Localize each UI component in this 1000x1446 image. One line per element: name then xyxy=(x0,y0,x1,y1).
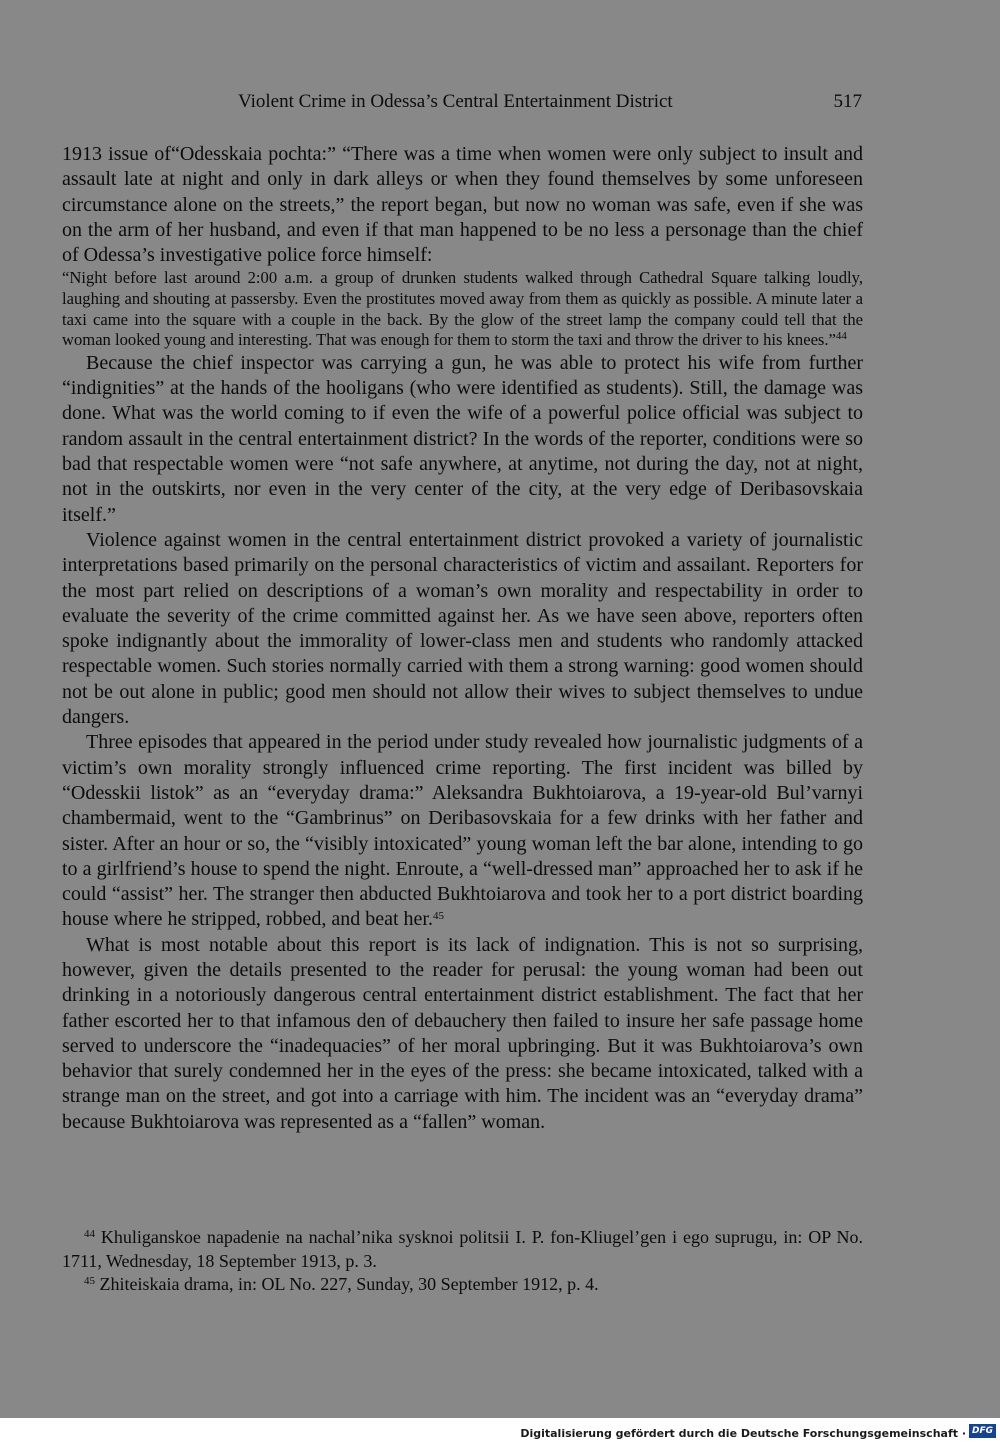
footnote-45 xyxy=(62,1273,863,1297)
footnotes xyxy=(62,1226,863,1297)
running-title: Violent Crime in Odessa’s Central Entertainment District xyxy=(238,91,673,112)
paragraph-4-text: Three episodes that appeared in the period under study revealed how journalistic judgments of a victim’s own morality strongly influenced crime reporting. The first incident was billed by “Odesskii listok” as an “everyday drama:” Aleksandra Bukhtoiarova, a 19-year-old Bul’varnyi chambermaid, went to the “Gambrinus” on Deribasovskaia for a few drinks with her father and sister. After an hour or so, the “visibly intoxicated” young woman left the bar alone, intending to go to a girlfriend’s house to spend the night. Enroute, a “well-dressed man” approached her to ask if he could “assist” her. The stranger then abducted Bukhtoiarova and took her to a port district boarding house where he stripped, robbed, and beat her. xyxy=(62,731,863,931)
paragraph-4 xyxy=(62,730,863,932)
body-text xyxy=(62,142,863,1135)
paragraph-5: What is most notable about this report is its lack of indignation. This is not so surprising, however, given the details presented to the reader for perusal: the young woman had been out drinking in a notoriously dangerous central entertainment district establishment. The fact that her father escorted her to that infamous den of debauchery then failed to insure her safe passage home served to underscore the “inadequacies” of her moral upbringing. But it was Bukhtoiarova’s own behavior that surely condemned her in the eyes of the press: she became intoxicated, talked with a strange man on the street, and got into a carriage with him. The incident was an “everyday drama” because Bukhtoiarova was represented as a “fallen” woman. xyxy=(62,933,863,1133)
footnote-ref-45: 45 xyxy=(433,910,444,923)
digitization-credit: Digitalisierung gefördert durch die Deutsche Forschungsgemeinschaft xyxy=(520,1427,958,1440)
footnote-text: Zhiteiskaia drama, in: OL No. 227, Sunday, 30 September 1912, p. 4. xyxy=(99,1274,599,1294)
footnote-ref-44: 44 xyxy=(835,330,847,343)
credit-separator: · xyxy=(961,1427,966,1440)
block-quote xyxy=(62,268,863,350)
paragraph-2: Because the chief inspector was carrying a gun, he was able to protect his wife from further “indignities” at the hands of the hooligans (who were identified as students). Still, the damage was done. What was the world coming to if even the wife of a powerful police official was subject to random assault in the central entertainment district? In the words of the reporter, conditions were so bad that respectable women were “not safe anywhere, at anytime, not during the day, not at night, not in the outskirts, nor even in the very center of the city, at the very edge of Deribasovskaia itself.” xyxy=(62,351,863,526)
dfg-logo-icon: DFG xyxy=(969,1424,996,1438)
footnote-number: 45 xyxy=(84,1275,95,1287)
running-head xyxy=(62,91,862,115)
paragraph-continued: 1913 issue of“Odesskaia pochta:” “There was a time when women were only subject to insult and assault late at night and only in dark alleys or when they found themselves by some unforeseen circumstance alone on the streets,” the report began, but now no woman was safe, even if she was on the arm of her husband, and even if that man happened to be no less a personage than the chief of Odessa’s investigative police force himself: xyxy=(62,143,863,267)
page-number: 517 xyxy=(833,91,862,112)
footnote-text: Khuliganskoe napadenie na nachal’nika sysknoi politsii I. P. fon-Kliugel’gen i ego suprugu, in: OP No. 1711, Wednesday, 18 September 1913, p. 3. xyxy=(62,1227,863,1271)
footnote-number: 44 xyxy=(84,1228,95,1240)
paragraph-3: Violence against women in the central entertainment district provoked a variety of journalistic interpretations based primarily on the personal characteristics of victim and assailant. Reporters for the most part relied on descriptions of a woman’s own morality and respectability in order to evaluate the severity of the crime committed against her. As we have seen above, reporters often spoke indignantly about the immorality of lower-class men and students who randomly attacked respectable women. Such stories normally carried with them a strong warning: good women should not be out alone in public; good men should not allow their wives to subject themselves to undue dangers. xyxy=(62,528,863,729)
block-quote-text: “Night before last around 2:00 a.m. a group of drunken students walked through Cathedral Square talking loudly, laughing and shouting at passersby. Even the prostitutes moved away from them as quickly as possible. A minute later a taxi came into the square with a couple in the back. By the glow of the street lamp the company could tell that the woman looked young and interesting. That was enough for them to storm the taxi and throw the driver to his knees.” xyxy=(62,268,863,350)
footnote-44 xyxy=(62,1226,863,1273)
digitization-credit-bar xyxy=(0,1418,1000,1446)
